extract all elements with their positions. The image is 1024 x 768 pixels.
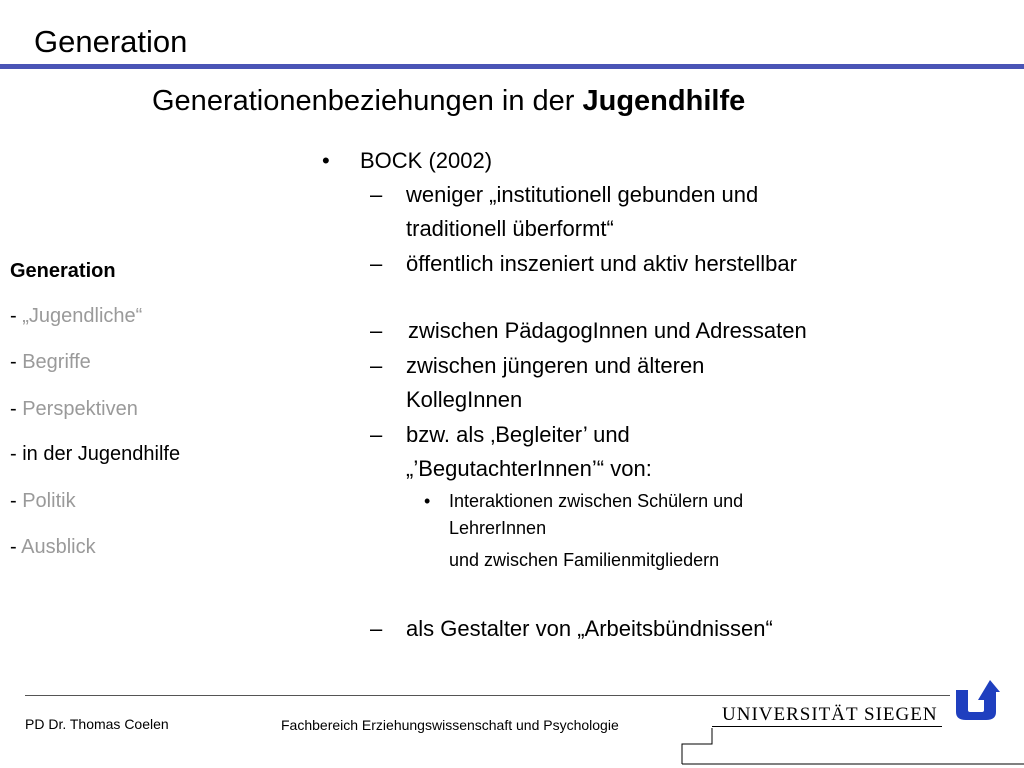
sidebar-item-label: Begriffe xyxy=(22,351,91,373)
dash-marker: – xyxy=(370,353,383,378)
sidebar-item-label: in der Jugendhilfe xyxy=(22,443,181,465)
footer-decoration-lines xyxy=(676,700,1024,768)
dash-item-4-line-1: zwischen jüngeren und älteren xyxy=(406,353,705,378)
subtitle-bold: Jugendhilfe xyxy=(582,85,746,117)
footer-author: PD Dr. Thomas Coelen xyxy=(25,716,169,732)
dash-marker: – xyxy=(370,182,383,207)
sidebar-item-perspektiven[interactable] xyxy=(10,396,138,422)
sidebar-item-ausblick[interactable] xyxy=(10,534,96,560)
subtitle-regular: Generationenbeziehungen in der xyxy=(152,85,583,117)
dash-marker: – xyxy=(370,318,383,343)
dash-item-4-line-2: KollegInnen xyxy=(406,387,523,412)
sub-bullet-marker: • xyxy=(424,491,431,511)
sidebar-dash: - xyxy=(10,536,22,558)
bullet-marker: • xyxy=(322,148,330,173)
sidebar-dash: - xyxy=(10,351,23,373)
header-divider xyxy=(0,64,1024,69)
sidebar-item-begriffe[interactable] xyxy=(10,349,91,375)
dash-item-1-line-2: traditionell überformt“ xyxy=(406,216,614,241)
dash-item-6: als Gestalter von „Arbeitsbündnissen“ xyxy=(406,616,773,641)
sidebar-item-jugendliche[interactable] xyxy=(10,303,142,329)
sub-item-line-2: LehrerInnen xyxy=(449,518,547,538)
slide-subtitle xyxy=(152,82,745,120)
sidebar-item-politik[interactable] xyxy=(10,488,76,514)
dash-item-3: zwischen PädagogInnen und Adressaten xyxy=(408,318,807,343)
footer-divider xyxy=(25,695,950,696)
sidebar-dash: - xyxy=(10,305,23,327)
university-name: UNIVERSITÄT SIEGEN xyxy=(722,704,938,725)
footer-department: Fachbereich Erziehungswissenschaft und Psychologie xyxy=(281,717,619,733)
sidebar-item-label: Perspektiven xyxy=(22,398,138,420)
dash-item-1-line-1: weniger „institutionell gebunden und xyxy=(406,182,759,207)
dash-item-2: öffentlich inszeniert und aktiv herstellbar xyxy=(406,251,797,276)
sidebar-item-label: Ausblick xyxy=(21,536,96,558)
dash-marker: – xyxy=(370,616,383,641)
dash-item-5-line-1: bzw. als ‚Begleiter’ und xyxy=(406,422,630,447)
dash-marker: – xyxy=(370,422,383,447)
sidebar-dash: - xyxy=(10,398,23,420)
sub-item-line-1: Interaktionen zwischen Schülern und xyxy=(449,491,744,511)
sidebar-dash: - xyxy=(10,490,23,512)
dash-marker: – xyxy=(370,251,383,276)
sidebar-item-jugendhilfe[interactable] xyxy=(10,441,180,467)
sub-item-line-3: und zwischen Familienmitgliedern xyxy=(449,550,720,570)
main-bullet-bock: BOCK (2002) xyxy=(360,148,493,173)
slide-section-title: Generation xyxy=(34,24,188,59)
sidebar-item-label: „Jugendliche“ xyxy=(22,305,143,327)
sidebar-item-label: Politik xyxy=(22,490,76,512)
dash-item-5-line-2: „’BegutachterInnen’“ von: xyxy=(406,456,652,481)
sidebar-dash: - xyxy=(10,443,23,465)
sidebar-heading: Generation xyxy=(10,260,116,282)
